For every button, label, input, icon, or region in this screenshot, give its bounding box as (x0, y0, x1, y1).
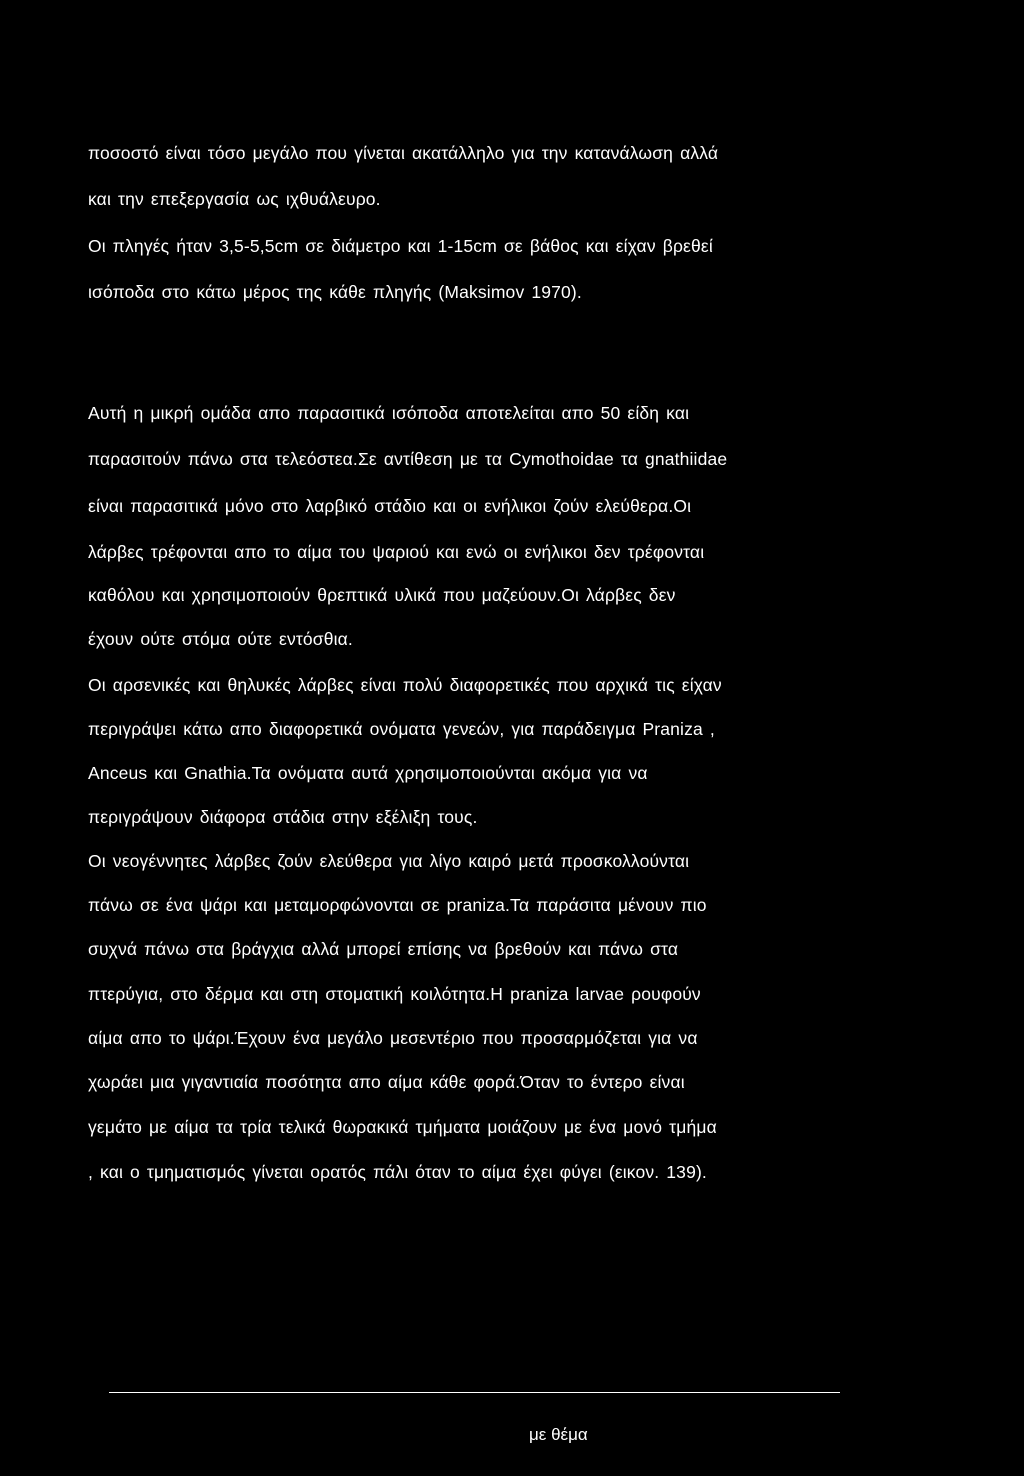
text-line: Οι πληγές ήταν 3,5-5,5cm σε διάμετρο και 1-15cm σε βάθος και είχαν βρεθεί (88, 236, 713, 256)
text-line: Οι αρσενικές και θηλυκές λάρβες είναι πολύ διαφορετικές που αρχικά τις είχαν (88, 675, 722, 695)
text-line: γεμάτο με αίμα τα τρία τελικά θωρακικά τμήματα μοιάζουν με ένα μονό τμήμα (88, 1117, 717, 1137)
text-line: πτερύγια, στο δέρμα και στη στοματική κοιλότητα.Η praniza larvae ρουφούν (88, 984, 701, 1004)
text-line: καθόλου και χρησιμοποιούν θρεπτικά υλικά που μαζεύουν.Οι λάρβες δεν (88, 585, 676, 605)
text-line: και την επεξεργασία ως ιχθυάλευρο. (88, 189, 381, 209)
text-line: πάνω σε ένα ψάρι και μεταμορφώνονται σε praniza.Τα παράσιτα μένουν πιο (88, 895, 707, 915)
text-line: έχουν ούτε στόμα ούτε εντόσθια. (88, 629, 353, 649)
text-line: συχνά πάνω στα βράγχια αλλά μπορεί επίσης να βρεθούν και πάνω στα (88, 939, 679, 959)
text-line: λάρβες τρέφονται απο το αίμα του ψαριού και ενώ οι ενήλικοι δεν τρέφονται (88, 542, 705, 562)
text-line: ισόποδα στο κάτω μέρος της κάθε πληγής (Maksimov 1970). (88, 282, 582, 302)
text-line: Οι νεογέννητες λάρβες ζούν ελεύθερα για λίγο καιρό μετά προσκολλούνται (88, 851, 690, 871)
text-line: είναι παρασιτικά μόνο στο λαρβικό στάδιο και οι ενήλικοι ζούν ελεύθερα.Οι (88, 496, 692, 516)
text-line: περιγράψει κάτω απο διαφορετικά ονόματα γενεών, για παράδειγμα Praniza , (88, 719, 715, 739)
text-line: , και ο τμηματισμός γίνεται ορατός πάλι όταν το αίμα έχει φύγει (εικον. 139). (88, 1162, 707, 1182)
text-line: Anceus και Gnathia.Τα ονόματα αυτά χρησιμοποιούνται ακόμα για να (88, 763, 648, 783)
footnote-divider (109, 1392, 840, 1393)
text-line: ποσοστό είναι τόσο μεγάλο που γίνεται ακατάλληλο για την κατανάλωση αλλά (88, 143, 719, 163)
text-line: παρασιτούν πάνω στα τελεόστεα.Σε αντίθεση με τα Cymothoidae τα gnathiidae (88, 449, 728, 469)
text-line: αίμα απο το ψάρι.Έχουν ένα μεγάλο μεσεντέριο που προσαρμόζεται για να (88, 1028, 698, 1048)
text-line: Αυτή η μικρή ομάδα απο παρασιτικά ισόποδα αποτελείται απο 50 είδη και (88, 403, 690, 423)
text-line: περιγράψουν διάφορα στάδια στην εξέλιξη τους. (88, 807, 478, 827)
text-line: χωράει μια γιγαντιαία ποσότητα απο αίμα κάθε φορά.Όταν το έντερο είναι (88, 1072, 685, 1092)
footnote-text: με θέμα (529, 1425, 588, 1444)
